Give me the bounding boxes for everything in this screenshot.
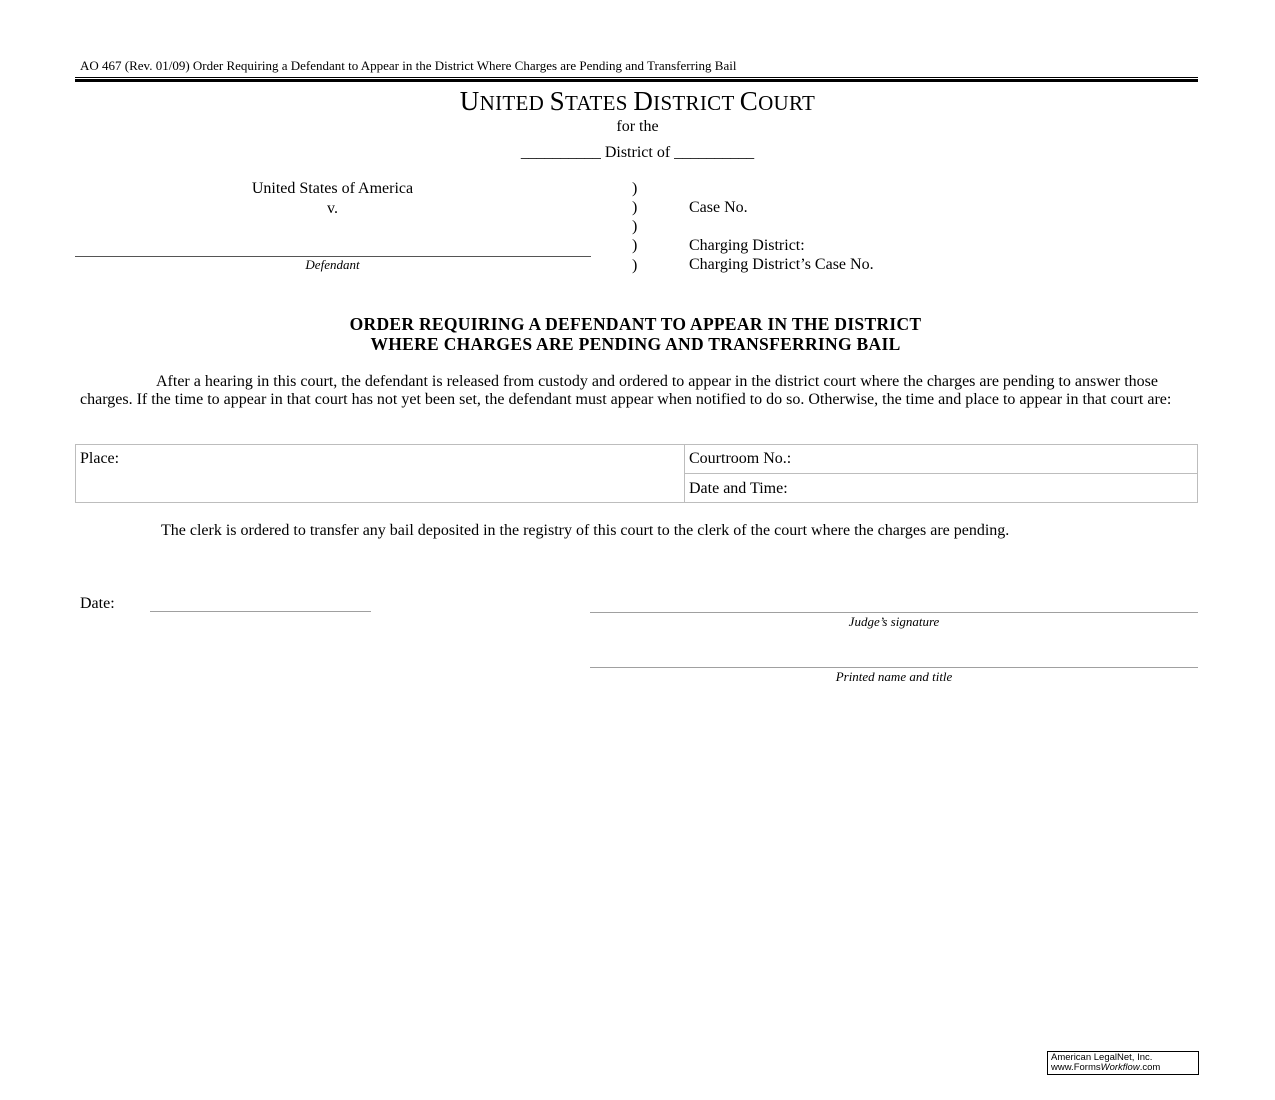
caption-paren: ) [632, 199, 638, 216]
defendant-label: Defendant [305, 257, 360, 272]
date-time-field[interactable]: Date and Time: [689, 480, 788, 497]
caption-paren: ) [632, 237, 638, 254]
bail-transfer-paragraph: The clerk is ordered to transfer any bail deposited in the registry of this court to the clerk of the court where the charges are pending. [161, 522, 1010, 539]
publisher-name: American LegalNet, Inc. [1051, 1052, 1153, 1063]
plaintiff-name: United States of America [251, 180, 414, 197]
printed-name-line[interactable] [590, 667, 1198, 668]
publisher-badge [1047, 1051, 1199, 1075]
case-no-label: Case No. [689, 199, 748, 216]
order-title-line-1: ORDER REQUIRING A DEFENDANT TO APPEAR IN THE DISTRICT [349, 314, 922, 334]
header-rule-thin [75, 77, 1198, 78]
judge-signature-label: Judge’s signature [848, 614, 940, 629]
courtroom-field[interactable]: Courtroom No.: [689, 450, 792, 467]
district-line[interactable]: __________ District of __________ [520, 144, 755, 161]
versus-text: v. [327, 200, 338, 217]
caption-paren: ) [632, 257, 638, 274]
for-the-text: for the [616, 118, 659, 135]
header-rule-thick [75, 79, 1198, 82]
appearance-paragraph: After a hearing in this court, the defendant is released from custody and ordered to appear in the district court where the charges are pending to answer those charges. If the time to appear in that court has not yet been set, the defendant must appear when notified to do so. Otherwise, the time and place to appear in that court are: [80, 373, 1172, 408]
caption-paren: ) [632, 180, 638, 197]
charging-case-no-label: Charging District’s Case No. [689, 256, 874, 273]
date-label: Date: [80, 595, 115, 612]
charging-district-label: Charging District: [689, 237, 805, 254]
order-title-line-2: WHERE CHARGES ARE PENDING AND TRANSFERRING BAIL [370, 334, 901, 354]
publisher-url: www.FormsWorkflow.com [1051, 1062, 1161, 1073]
table-divider [684, 473, 1198, 474]
place-field[interactable]: Place: [80, 450, 120, 467]
form-id: AO 467 (Rev. 01/09) Order Requiring a Defendant to Appear in the District Where Charges are Pending and Transferring Bail [80, 58, 737, 73]
caption-paren: ) [632, 218, 638, 235]
judge-signature-line[interactable] [590, 612, 1198, 613]
date-field[interactable] [150, 611, 371, 612]
court-title: UNITED STATES DISTRICT COURT [459, 86, 816, 116]
printed-name-label: Printed name and title [835, 669, 953, 684]
